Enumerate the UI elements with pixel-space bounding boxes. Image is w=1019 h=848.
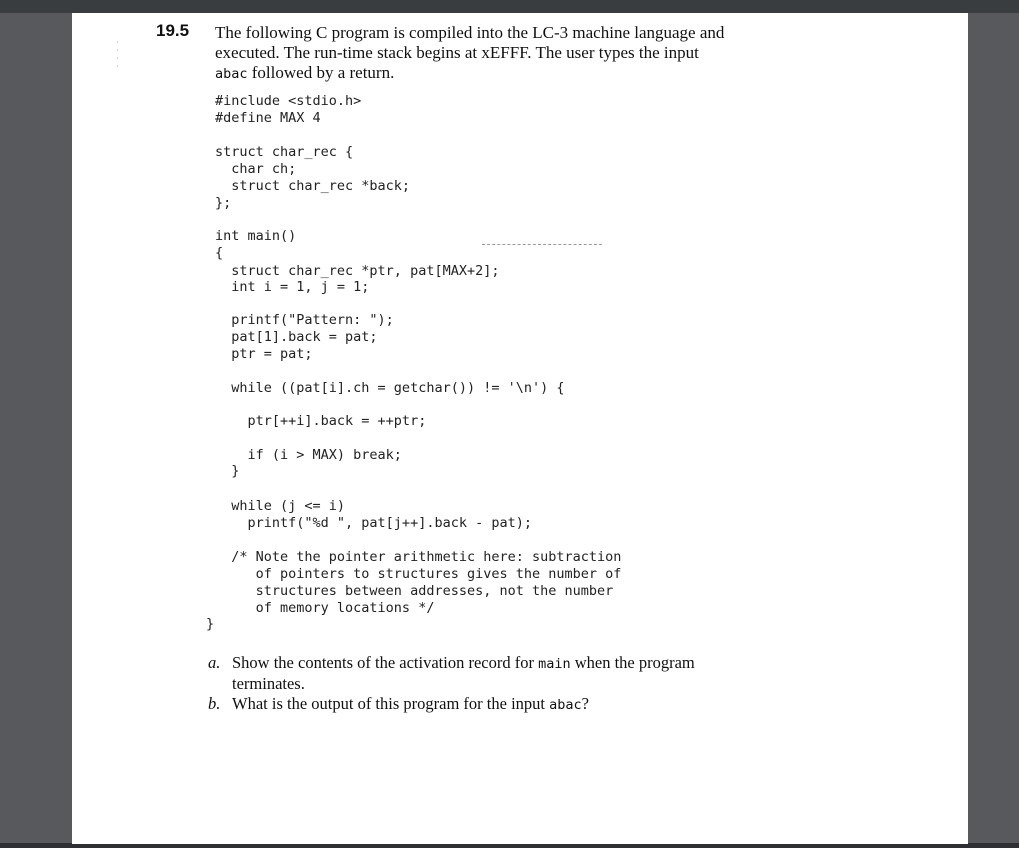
code-main-close: } <box>206 616 215 632</box>
code-pat-back-assign: pat[1].back = pat; <box>215 329 378 345</box>
code-define: #define MAX 4 <box>215 110 321 126</box>
margin-marks: · · · · <box>116 37 119 71</box>
intro-text-1: The following C program is compiled into the LC-3 machine language and executed. The run-time stack begins at xEFFF. The user types the input <box>215 23 725 62</box>
code-while-j: while (j <= i) <box>215 498 346 514</box>
code-include: #include <stdio.h> <box>215 93 362 109</box>
code-comment-4: of memory locations */ <box>215 600 435 616</box>
problem-number: 19.5 <box>156 21 190 40</box>
question-b-text-2: ? <box>581 694 589 713</box>
code-ptr-back: ptr[++i].back = ++ptr; <box>215 413 427 429</box>
code-comment-3: structures between addresses, not the number <box>215 583 614 599</box>
question-a-letter: a. <box>208 653 221 672</box>
intro-input-code: abac <box>215 66 248 82</box>
code-comment-1: /* Note the pointer arithmetic here: subtraction <box>215 549 622 565</box>
code-main-signature: int main() <box>215 228 297 244</box>
question-a-text-1: Show the contents of the activation record for <box>232 653 539 672</box>
code-while-close: } <box>215 463 240 479</box>
code-struct-close: }; <box>215 195 232 211</box>
code-struct-back: struct char_rec *back; <box>215 178 411 194</box>
code-while-getchar: while ((pat[i].ch = getchar()) != '\n') { <box>215 380 565 396</box>
code-ptr-assign: ptr = pat; <box>215 346 313 362</box>
problem-intro <box>215 23 735 84</box>
intro-text-2: followed by a return. <box>247 63 395 82</box>
scan-artifact <box>482 244 602 246</box>
question-b-text-1: What is the output of this program for the input <box>232 694 550 713</box>
question-b <box>208 694 728 715</box>
code-decl-i-j: int i = 1, j = 1; <box>215 279 370 295</box>
code-printf-pattern: printf("Pattern: "); <box>215 312 394 328</box>
question-b-code: abac <box>549 697 582 713</box>
code-comment-2: of pointers to structures gives the number of <box>215 566 622 582</box>
code-main-open: { <box>215 245 224 261</box>
code-struct-ch: char ch; <box>215 161 297 177</box>
code-struct-open: struct char_rec { <box>215 144 354 160</box>
question-b-letter: b. <box>208 694 221 713</box>
code-decl-ptr-pat: struct char_rec *ptr, pat[MAX+2]; <box>215 263 500 279</box>
code-printf-output: printf("%d ", pat[j++].back - pat); <box>215 515 532 531</box>
viewer-top-bar <box>0 0 1019 13</box>
question-a-code: main <box>538 656 571 672</box>
question-a <box>208 653 728 694</box>
code-if-break: if (i > MAX) break; <box>215 447 402 463</box>
viewer-left-margin <box>0 13 72 848</box>
question-a-text-2: when the program terminates. <box>232 653 695 693</box>
document-page <box>72 13 968 844</box>
viewer-right-margin <box>968 13 1019 848</box>
question-list <box>208 653 728 715</box>
